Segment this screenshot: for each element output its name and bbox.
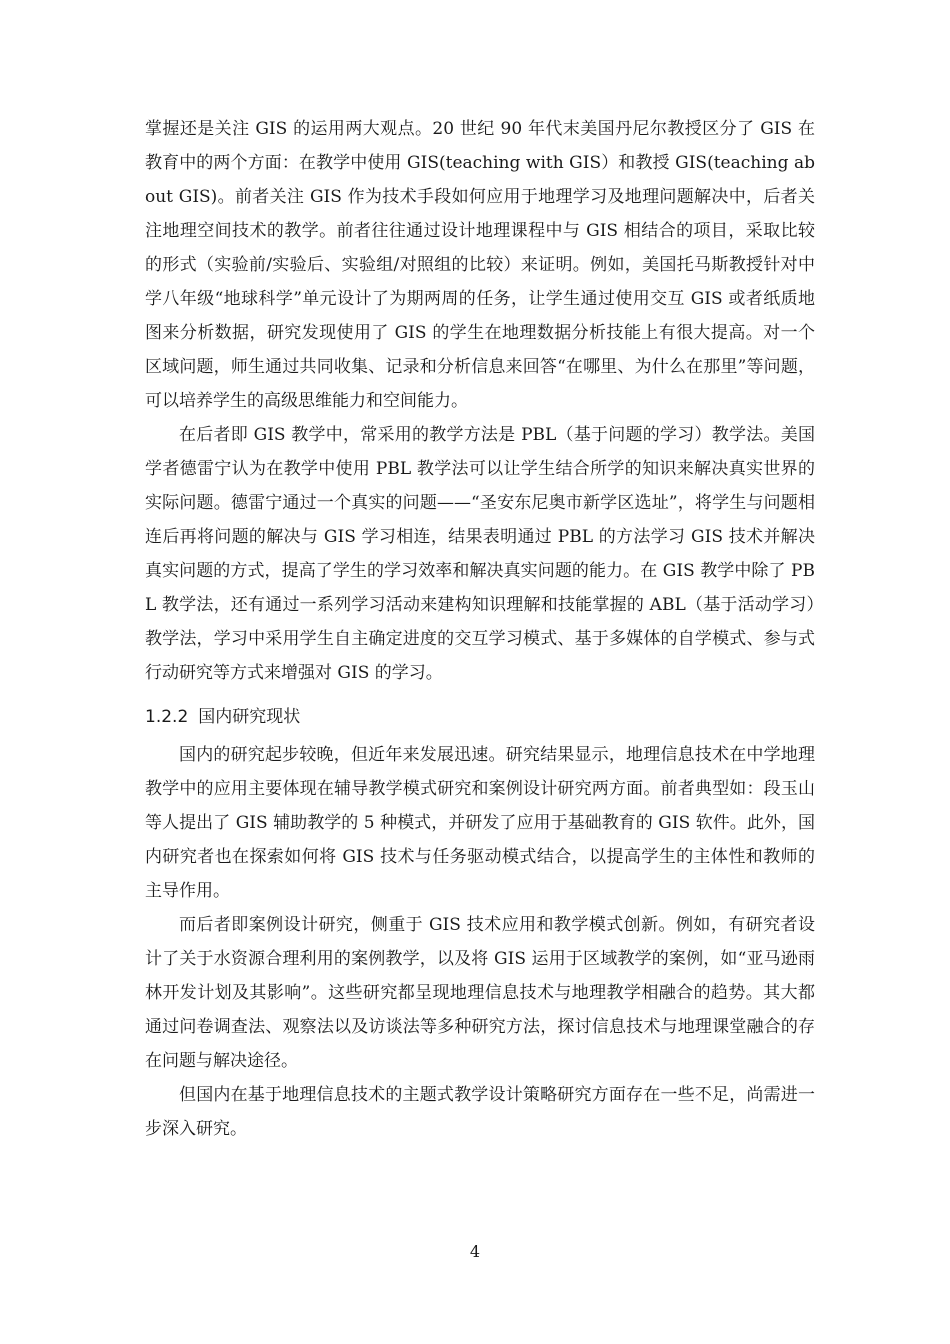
- section-number: 1.2.2: [145, 707, 189, 727]
- page-body: [145, 112, 815, 1146]
- paragraph-gis-teaching-methods: 在后者即 GIS 教学中，常采用的教学方法是 PBL（基于问题的学习）教学法。美国学者德雷宁认为在教学中使用 PBL 教学法可以让学生结合所学的知识来解决真实世界的实际问题。德雷宁通过一个真实的问题——“圣安东尼奥市新学区选址”，将学生与问题相连后再将问题的解决与 GIS 学习相连，结果表明通过 PBL 的方法学习 GIS 技术并解决真实问题的方式，提高了学生的学习效率和解决真实问题的能力。在 GIS 教学中除了 PBL 教学法，还有通过一系列学习活动来建构知识理解和技能掌握的 ABL（基于活动学习）教学法，学习中采用学生自主确定进度的交互学习模式、基于多媒体的自学模式、参与式行动研究等方式来增强对 GIS 的学习。: [145, 425, 815, 683]
- section-title: 国内研究现状: [198, 707, 301, 727]
- page-number: 4: [469, 1242, 481, 1261]
- paragraph-research-gaps: 但国内在基于地理信息技术的主题式教学设计策略研究方面存在一些不足，尚需进一步深入研究。: [145, 1085, 815, 1139]
- paragraph-gis-education-views: 掌握还是关注 GIS 的运用两大观点。20 世纪 90 年代末美国丹尼尔教授区分了 GIS 在教育中的两个方面：在教学中使用 GIS(teaching with GIS）和教授 GIS(teaching about GIS)。前者关注 GIS 作为技术手段如何应用于地理学习及地理问题解决中，后者关注地理空间技术的教学。前者往往通过设计地理课程中与 GIS 相结合的项目，采取比较的形式（实验前/实验后、实验组/对照组的比较）来证明。例如，美国托马斯教授针对中学八年级“地球科学”单元设计了为期两周的任务，让学生通过使用交互 GIS 或者纸质地图来分析数据，研究发现使用了 GIS 的学生在地理数据分析技能上有很大提高。对一个区域问题，师生通过共同收集、记录和分析信息来回答“在哪里、为什么在那里”等问题，可以培养学生的高级思维能力和空间能力。: [145, 119, 815, 411]
- paragraph-case-design-research: 而后者即案例设计研究，侧重于 GIS 技术应用和教学模式创新。例如，有研究者设计了关于水资源合理利用的案例教学，以及将 GIS 运用于区域教学的案例，如“亚马逊雨林开发计划及其影响”。这些研究都呈现地理信息技术与地理教学相融合的趋势。其大都通过问卷调查法、观察法以及访谈法等多种研究方法，探讨信息技术与地理课堂融合的存在问题与解决途径。: [145, 915, 815, 1071]
- section-heading: [145, 700, 815, 734]
- paragraph-domestic-overview: 国内的研究起步较晚，但近年来发展迅速。研究结果显示，地理信息技术在中学地理教学中的应用主要体现在辅导教学模式研究和案例设计研究两方面。前者典型如：段玉山等人提出了 GIS 辅助教学的 5 种模式，并研发了应用于基础教育的 GIS 软件。此外，国内研究者也在探索如何将 GIS 技术与任务驱动模式结合，以提高学生的主体性和教师的主导作用。: [145, 745, 815, 901]
